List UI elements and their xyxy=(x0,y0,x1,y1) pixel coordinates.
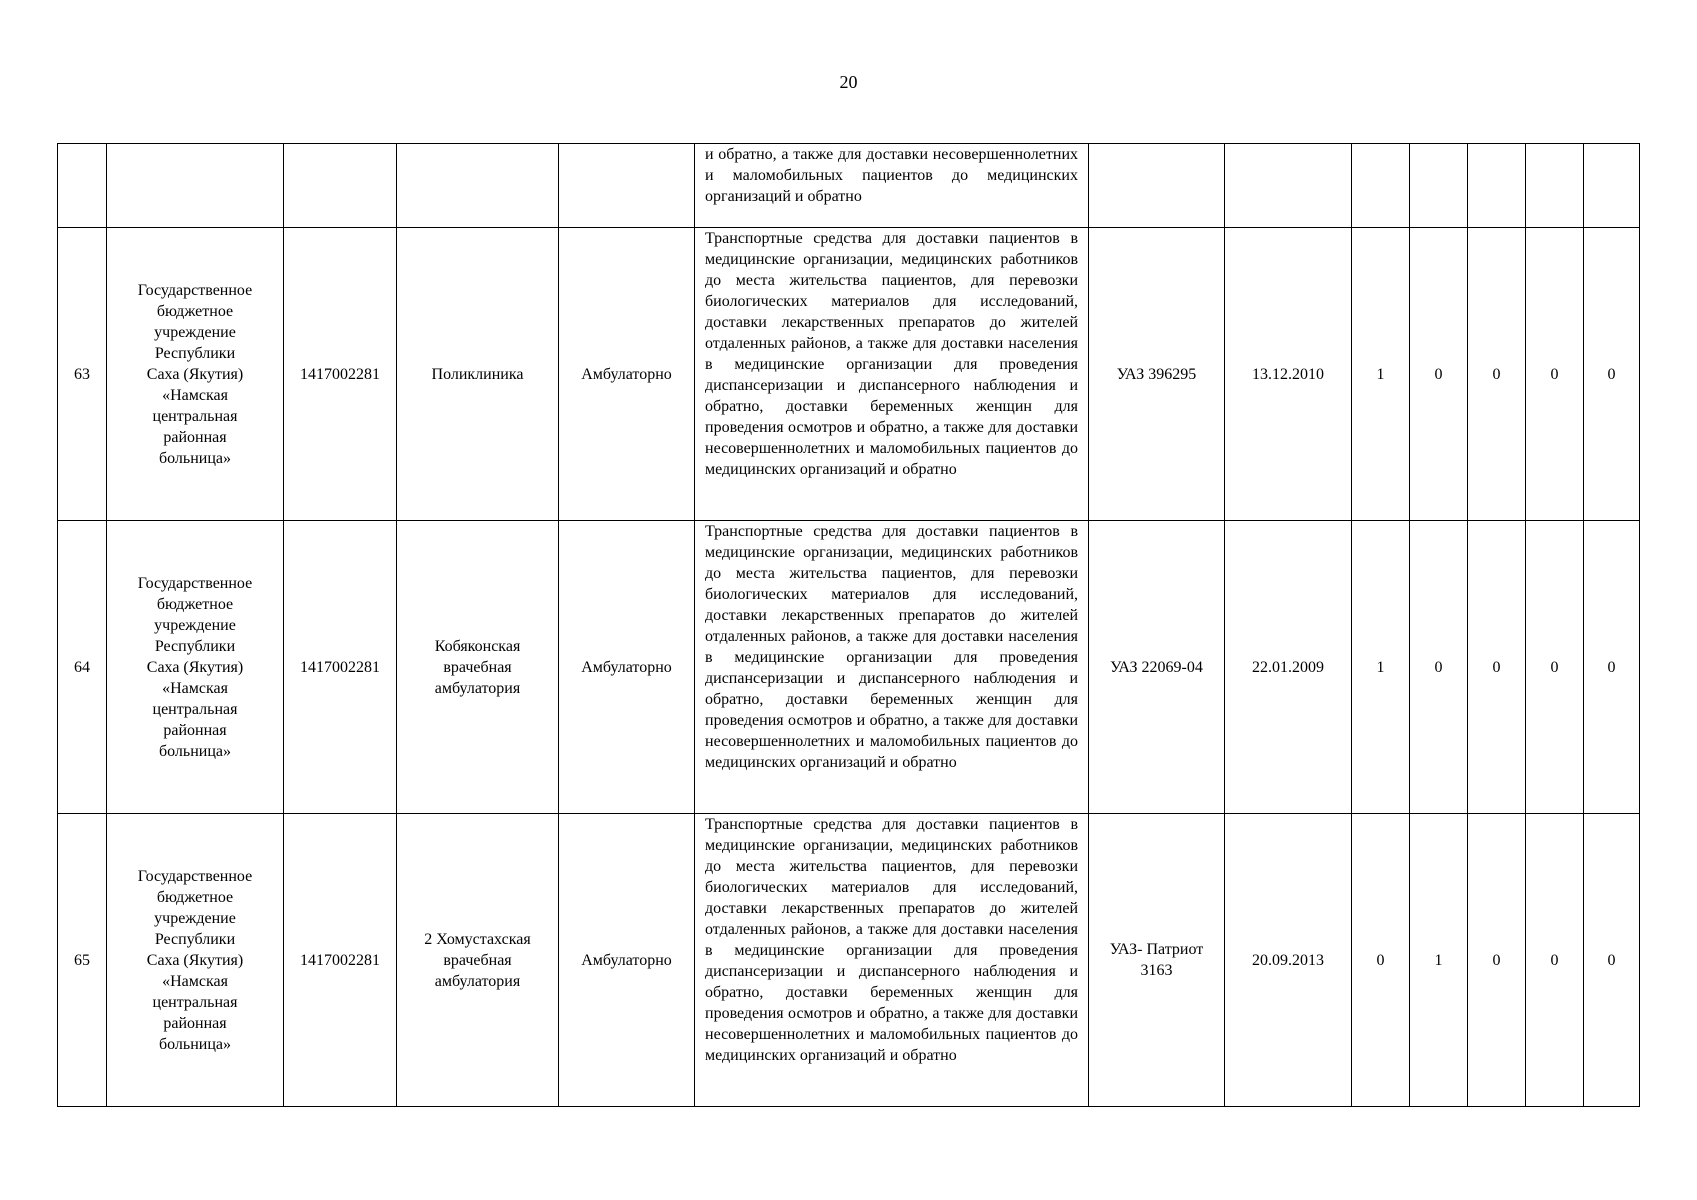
cell-empty xyxy=(397,144,559,228)
cell-date: 13.12.2010 xyxy=(1225,228,1352,521)
table-row xyxy=(58,521,1640,814)
cell-vehicle: УАЗ 22069-04 xyxy=(1089,521,1225,814)
cell-count: 0 xyxy=(1468,228,1526,521)
cell-description: Транспортные средства для доставки пациентов в медицинские организации, медицинских работников до места жительства пациентов, для перевозки биологических материалов для исследований, доставки лекарственных препаратов до жителей отдаленных районов, а также для доставки населения в медицинские организации для проведения диспансеризации и диспансерного наблюдения и обратно, доставки беременных женщин для проведения осмотров и обратно, а также для доставки несовершеннолетних и маломобильных пациентов до медицинских организаций и обратно xyxy=(695,814,1089,1107)
cell-description: Транспортные средства для доставки пациентов в медицинские организации, медицинских работников до места жительства пациентов, для перевозки биологических материалов для исследований, доставки лекарственных препаратов до жителей отдаленных районов, а также для доставки населения в медицинские организации для проведения диспансеризации и диспансерного наблюдения и обратно, доставки беременных женщин для проведения осмотров и обратно, а также для доставки несовершеннолетних и маломобильных пациентов до медицинских организаций и обратно xyxy=(695,521,1089,814)
cell-count: 0 xyxy=(1526,228,1584,521)
cell-empty xyxy=(559,144,695,228)
cell-number: 64 xyxy=(58,521,107,814)
cell-empty xyxy=(1410,144,1468,228)
cell-vehicle: УАЗ 396295 xyxy=(1089,228,1225,521)
cell-organization: Государственное бюджетное учреждение Республики Саха (Якутия) «Намская центральная районная больница» xyxy=(107,228,284,521)
table-row xyxy=(58,228,1640,521)
cell-unit: 2 Хомустахская врачебная амбулатория xyxy=(397,814,559,1107)
table-row xyxy=(58,814,1640,1107)
cell-empty xyxy=(58,144,107,228)
cell-empty xyxy=(1225,144,1352,228)
cell-care-form: Амбулаторно xyxy=(559,814,695,1107)
cell-count: 0 xyxy=(1584,228,1640,521)
cell-count: 0 xyxy=(1468,814,1526,1107)
cell-care-form: Амбулаторно xyxy=(559,228,695,521)
cell-vehicle: УАЗ- Патриот 3163 xyxy=(1089,814,1225,1107)
cell-inn: 1417002281 xyxy=(284,521,397,814)
cell-description: Транспортные средства для доставки пациентов в медицинские организации, медицинских работников до места жительства пациентов, для перевозки биологических материалов для исследований, доставки лекарственных препаратов до жителей отдаленных районов, а также для доставки населения в медицинские организации для проведения диспансеризации и диспансерного наблюдения и обратно, доставки беременных женщин для проведения осмотров и обратно, а также для доставки несовершеннолетних и маломобильных пациентов до медицинских организаций и обратно xyxy=(695,228,1089,521)
cell-number: 63 xyxy=(58,228,107,521)
page-number: 20 xyxy=(839,72,858,92)
cell-empty xyxy=(1584,144,1640,228)
cell-count: 0 xyxy=(1352,814,1410,1107)
cell-count: 0 xyxy=(1410,521,1468,814)
cell-date: 20.09.2013 xyxy=(1225,814,1352,1107)
cell-count: 0 xyxy=(1584,814,1640,1107)
cell-count: 1 xyxy=(1352,521,1410,814)
cell-empty xyxy=(1468,144,1526,228)
cell-empty xyxy=(107,144,284,228)
cell-empty xyxy=(1089,144,1225,228)
cell-inn: 1417002281 xyxy=(284,814,397,1107)
vehicle-registry-table xyxy=(57,143,1640,1107)
cell-organization: Государственное бюджетное учреждение Республики Саха (Якутия) «Намская центральная районная больница» xyxy=(107,521,284,814)
cell-description: и обратно, а также для доставки несовершеннолетних и маломобильных пациентов до медицинских организаций и обратно xyxy=(695,144,1089,228)
cell-count: 0 xyxy=(1584,521,1640,814)
cell-count: 0 xyxy=(1468,521,1526,814)
table-row-continuation xyxy=(58,144,1640,228)
cell-count: 1 xyxy=(1352,228,1410,521)
cell-empty xyxy=(1526,144,1584,228)
cell-unit: Поликлиника xyxy=(397,228,559,521)
cell-count: 0 xyxy=(1526,814,1584,1107)
cell-inn: 1417002281 xyxy=(284,228,397,521)
cell-empty xyxy=(1352,144,1410,228)
cell-organization: Государственное бюджетное учреждение Республики Саха (Якутия) «Намская центральная районная больница» xyxy=(107,814,284,1107)
cell-empty xyxy=(284,144,397,228)
cell-date: 22.01.2009 xyxy=(1225,521,1352,814)
cell-number: 65 xyxy=(58,814,107,1107)
cell-count: 0 xyxy=(1526,521,1584,814)
cell-unit: Кобяконская врачебная амбулатория xyxy=(397,521,559,814)
cell-count: 1 xyxy=(1410,814,1468,1107)
cell-care-form: Амбулаторно xyxy=(559,521,695,814)
cell-count: 0 xyxy=(1410,228,1468,521)
